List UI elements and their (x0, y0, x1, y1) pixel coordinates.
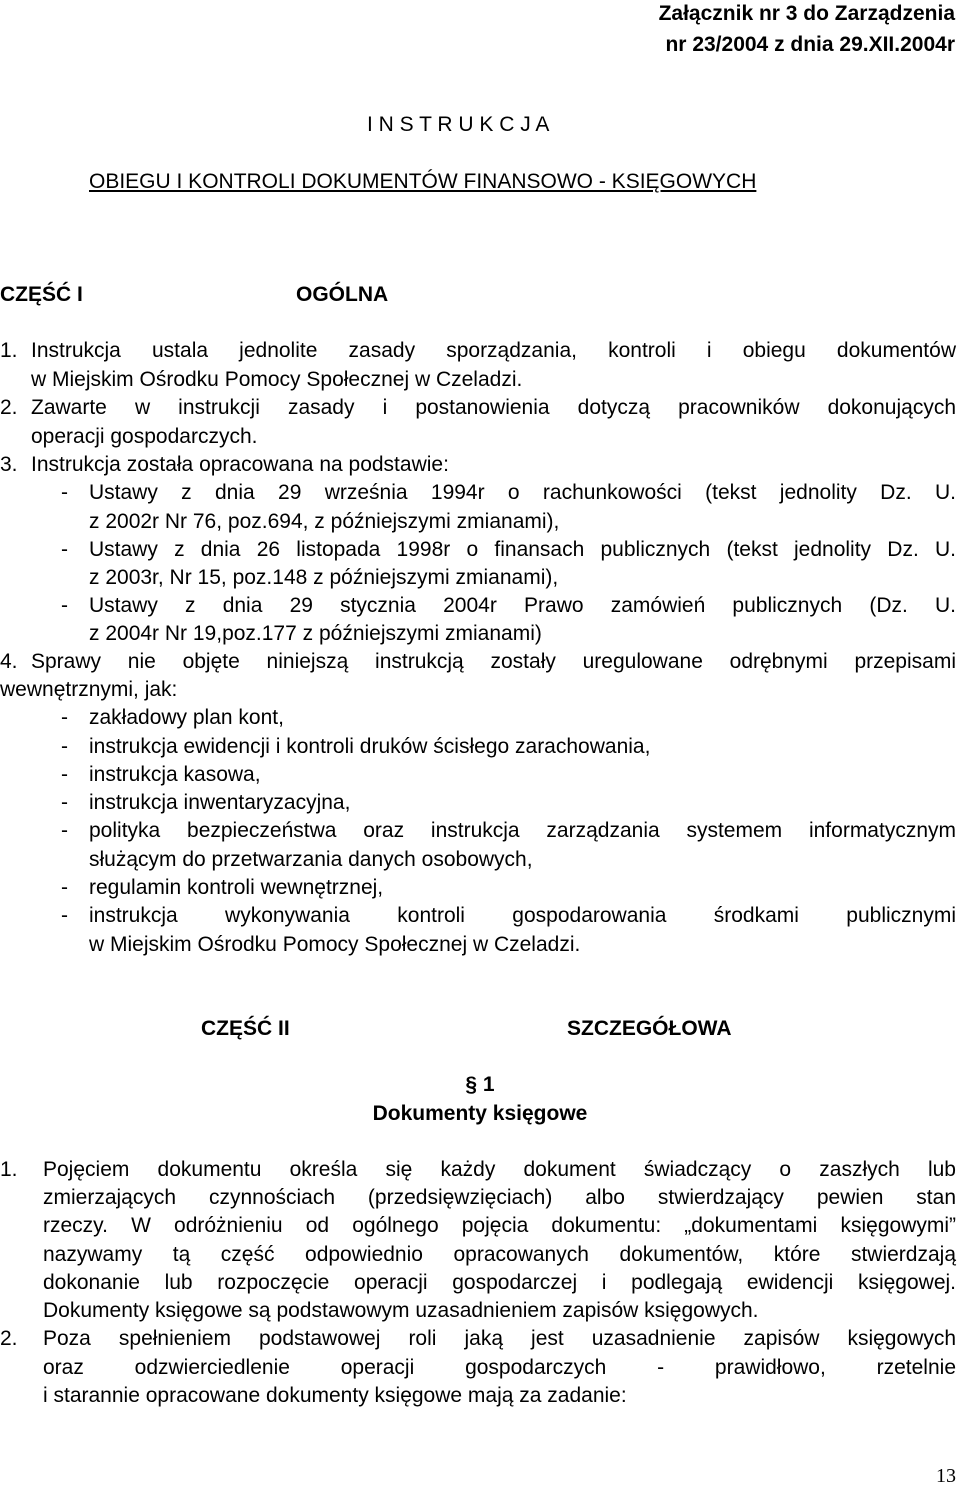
item-text: zmierzających czynnościach (przedsięwzięciach) albo stwierdzający pewien stan (43, 1186, 956, 1209)
list-dash: - (61, 594, 68, 617)
list-dash: - (61, 481, 68, 504)
item-number: 2. (0, 1327, 18, 1350)
list-item: z 2003r, Nr 15, poz.148 z późniejszymi zmianami), (89, 566, 559, 589)
item-text: Dokumenty księgowe są podstawowym uzasadnieniem zapisów księgowych. (43, 1299, 759, 1322)
list-item: Ustawy z dnia 26 listopada 1998r o finansach publicznych (tekst jednolity Dz. U. (89, 538, 956, 561)
item-text: i starannie opracowane dokumenty księgowe mają za zadanie: (43, 1384, 627, 1407)
part1-name: OGÓLNA (296, 283, 389, 306)
list-item: Ustawy z dnia 29 stycznia 2004r Prawo zamówień publicznych (Dz. U. (89, 594, 956, 617)
item-number: 1. (0, 339, 18, 362)
list-item: w Miejskim Ośrodku Pomocy Społecznej w Czeladzi. (89, 933, 581, 956)
list-dash: - (61, 706, 68, 729)
item-text: wewnętrznymi, jak: (0, 678, 178, 701)
item-text: rzeczy. W odróżnieniu od ogólnego pojęcia dokumentu: „dokumentami księgowymi” (43, 1214, 956, 1237)
item-text: nazywamy tą część odpowiednio opracowanych dokumentów, które stwierdzają (43, 1243, 956, 1266)
annex-line-2: nr 23/2004 z dnia 29.XII.2004r (665, 33, 955, 56)
list-item: z 2002r Nr 76, poz.694, z późniejszymi zmianami), (89, 510, 560, 533)
item-text: Instrukcja została opracowana na podstawie: (31, 453, 449, 476)
list-dash: - (61, 538, 68, 561)
list-item: służącym do przetwarzania danych osobowych, (89, 848, 533, 871)
list-item: polityka bezpieczeństwa oraz instrukcja zarządzania systemem informatycznym (89, 819, 956, 842)
item-text: Poza spełnieniem podstawowej roli jaką jest uzasadnienie zapisów księgowych (43, 1327, 956, 1350)
item-number: 3. (0, 453, 18, 476)
list-item: instrukcja ewidencji i kontroli druków ścisłego zarachowania, (89, 735, 651, 758)
list-item: zakładowy plan kont, (89, 706, 284, 729)
part1-label: CZĘŚĆ I (0, 283, 83, 306)
item-number: 2. (0, 396, 18, 419)
list-item: instrukcja kasowa, (89, 763, 261, 786)
part2-label: CZĘŚĆ II (201, 1017, 290, 1040)
item-text: Instrukcja ustala jednolite zasady sporządzania, kontroli i obiegu dokumentów (31, 339, 956, 362)
list-item: instrukcja inwentaryzacyjna, (89, 791, 351, 814)
section-symbol: § 1 (465, 1073, 495, 1096)
list-item: Ustawy z dnia 29 września 1994r o rachunkowości (tekst jednolity Dz. U. (89, 481, 956, 504)
document-subtitle: OBIEGU I KONTROLI DOKUMENTÓW FINANSOWO - KSIĘGOWYCH (89, 170, 757, 193)
item-text: Zawarte w instrukcji zasady i postanowienia dotyczą pracowników dokonujących (31, 396, 956, 419)
list-item: instrukcja wykonywania kontroli gospodarowania środkami publicznymi (89, 904, 956, 927)
item-text: operacji gospodarczych. (31, 425, 258, 448)
list-dash: - (61, 735, 68, 758)
document-title: I N S T R U K C J A (367, 113, 550, 136)
page-number: 13 (936, 1465, 956, 1487)
item-text: dokonanie lub rozpoczęcie operacji gospodarczej i podlegają ewidencji księgowej. (43, 1271, 956, 1294)
list-dash: - (61, 904, 68, 927)
item-number: 1. (0, 1158, 18, 1181)
annex-line-1: Załącznik nr 3 do Zarządzenia (658, 2, 955, 25)
part2-name: SZCZEGÓŁOWA (567, 1017, 732, 1040)
item-number: 4. (0, 650, 18, 673)
list-dash: - (61, 819, 68, 842)
list-dash: - (61, 763, 68, 786)
section-title: Dokumenty księgowe (372, 1102, 588, 1125)
item-text: oraz odzwierciedlenie operacji gospodarczych - prawidłowo, rzetelnie (43, 1356, 956, 1379)
list-dash: - (61, 791, 68, 814)
item-text: Sprawy nie objęte niniejszą instrukcją zostały uregulowane odrębnymi przepisami (31, 650, 956, 673)
item-text: Pojęciem dokumentu określa się każdy dokument świadczący o zaszłych lub (43, 1158, 956, 1181)
list-item: regulamin kontroli wewnętrznej, (89, 876, 384, 899)
list-item: z 2004r Nr 19,poz.177 z późniejszymi zmianami) (89, 622, 542, 645)
list-dash: - (61, 876, 68, 899)
item-text: w Miejskim Ośrodku Pomocy Społecznej w Czeladzi. (31, 368, 523, 391)
